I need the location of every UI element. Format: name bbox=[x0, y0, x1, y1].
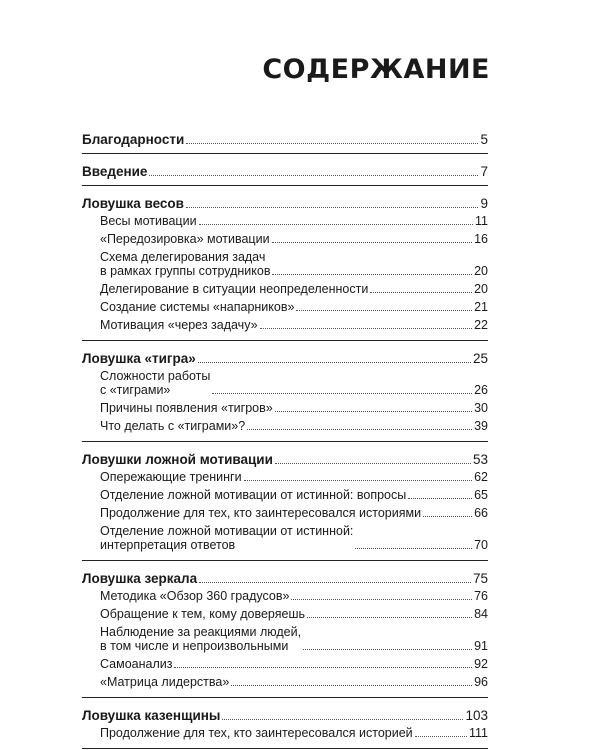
toc-subentry[interactable] bbox=[82, 623, 488, 655]
toc-subentry[interactable] bbox=[82, 367, 488, 399]
toc-section bbox=[82, 192, 488, 341]
toc-page-number: 22 bbox=[474, 318, 488, 332]
dot-leader bbox=[247, 429, 472, 430]
toc-entry-title: «Передозировка» мотивации bbox=[100, 232, 270, 246]
toc-chapter-entry[interactable] bbox=[82, 347, 488, 367]
dot-leader bbox=[291, 599, 472, 600]
dot-leader bbox=[244, 480, 473, 481]
toc-entry-title: Продолжение для тех, кто заинтересовался историей bbox=[100, 726, 413, 740]
dot-leader bbox=[199, 582, 471, 583]
toc-chapter-entry[interactable] bbox=[82, 192, 488, 212]
toc-entry-title: Самоанализ bbox=[100, 657, 173, 671]
toc-page-number: 5 bbox=[480, 132, 488, 147]
dot-leader bbox=[186, 207, 479, 208]
toc-page-number: 39 bbox=[474, 419, 488, 433]
toc-subentry[interactable] bbox=[82, 316, 488, 340]
toc-page-number: 91 bbox=[474, 639, 488, 653]
dot-leader bbox=[296, 310, 472, 311]
toc-entry-title: Весы мотивации bbox=[100, 214, 197, 228]
dot-leader bbox=[212, 393, 472, 394]
dot-leader bbox=[198, 362, 471, 363]
toc-page-number: 84 bbox=[474, 607, 488, 621]
toc-subentry[interactable] bbox=[82, 417, 488, 441]
toc-entry-title: Схема делегирования задач в рамках группы сотрудников bbox=[100, 250, 271, 278]
toc-subentry[interactable] bbox=[82, 724, 488, 748]
toc-page-number: 20 bbox=[474, 264, 488, 278]
toc-page-number: 25 bbox=[472, 351, 488, 366]
toc-chapter-entry[interactable] bbox=[82, 704, 488, 724]
toc-subentry[interactable] bbox=[82, 230, 488, 248]
toc-entry-title: Опережающие тренинги bbox=[100, 470, 242, 484]
toc-page-number: 26 bbox=[474, 383, 488, 397]
dot-leader bbox=[222, 719, 463, 720]
toc-page-number: 65 bbox=[474, 488, 488, 502]
dot-leader bbox=[272, 274, 472, 275]
toc-page-number: 9 bbox=[480, 196, 488, 211]
toc-subentry[interactable] bbox=[82, 605, 488, 623]
toc-subentry[interactable] bbox=[82, 248, 488, 280]
toc-entry-title: Мотивация «через задачу» bbox=[100, 318, 258, 332]
toc-entry-title: Ловушка зеркала bbox=[82, 571, 198, 586]
toc-page-number: 11 bbox=[475, 214, 488, 228]
toc-chapter-entry[interactable] bbox=[82, 160, 488, 185]
dot-leader bbox=[423, 516, 472, 517]
toc-page-number: 30 bbox=[474, 401, 488, 415]
dot-leader bbox=[370, 292, 472, 293]
toc-subentry[interactable] bbox=[82, 298, 488, 316]
toc-page-number: 96 bbox=[474, 675, 488, 689]
toc-entry-title: Методика «Обзор 360 градусов» bbox=[100, 589, 290, 603]
toc-page-number: 7 bbox=[480, 164, 488, 179]
toc-section bbox=[82, 347, 488, 442]
toc-subentry[interactable] bbox=[82, 486, 488, 504]
toc-page-number: 111 bbox=[468, 726, 488, 740]
toc-entry-title: Продолжение для тех, кто заинтересовался историями bbox=[100, 506, 422, 520]
toc-subentry[interactable] bbox=[82, 522, 488, 560]
toc-entry-title: Отделение ложной мотивации от истинной: вопросы bbox=[100, 488, 407, 502]
dot-leader bbox=[307, 617, 472, 618]
page-title: СОДЕРЖАНИЕ bbox=[262, 54, 490, 85]
dot-leader bbox=[415, 736, 467, 737]
dot-leader bbox=[272, 242, 473, 243]
toc-subentry[interactable] bbox=[82, 587, 488, 605]
toc-subentry[interactable] bbox=[82, 468, 488, 486]
toc-section bbox=[82, 160, 488, 186]
toc-subentry[interactable] bbox=[82, 399, 488, 417]
dot-leader bbox=[355, 548, 472, 549]
toc-section bbox=[82, 448, 488, 561]
toc-entry-title: Ловушка «тигра» bbox=[82, 351, 196, 366]
dot-leader bbox=[231, 685, 472, 686]
toc-entry-title: Ловушки ложной мотивации bbox=[82, 452, 273, 467]
toc-chapter-entry[interactable] bbox=[82, 128, 488, 153]
toc-page-number: 21 bbox=[474, 300, 488, 314]
toc-page-number: 53 bbox=[472, 452, 488, 467]
toc-entry-title: Ловушка весов bbox=[82, 196, 184, 211]
toc-page-number: 103 bbox=[465, 708, 488, 723]
toc-subentry[interactable] bbox=[82, 655, 488, 673]
toc-subentry[interactable] bbox=[82, 673, 488, 697]
toc-entry-title: Делегирование в ситуации неопределенности bbox=[100, 282, 369, 296]
toc-entry-title: Наблюдение за реакциями людей, в том числе и непроизвольными bbox=[100, 625, 302, 653]
toc-entry-title: Ловушка казенщины bbox=[82, 708, 221, 723]
toc-page-number: 62 bbox=[474, 470, 488, 484]
dot-leader bbox=[199, 224, 473, 225]
toc-entry-title: Обращение к тем, кому доверяешь bbox=[100, 607, 305, 621]
toc-page-number: 92 bbox=[474, 657, 488, 671]
dot-leader bbox=[275, 411, 472, 412]
toc-page-number: 75 bbox=[472, 571, 488, 586]
toc-page-number: 76 bbox=[474, 589, 488, 603]
toc-entry-title: Что делать с «тиграми»? bbox=[100, 419, 246, 433]
dot-leader bbox=[174, 667, 472, 668]
toc-page-number: 70 bbox=[474, 538, 488, 552]
dot-leader bbox=[149, 175, 478, 176]
toc-page-number: 16 bbox=[474, 232, 488, 246]
toc-chapter-entry[interactable] bbox=[82, 448, 488, 468]
toc-chapter-entry[interactable] bbox=[82, 567, 488, 587]
dot-leader bbox=[408, 498, 472, 499]
dot-leader bbox=[303, 649, 472, 650]
dot-leader bbox=[260, 328, 473, 329]
toc-subentry[interactable] bbox=[82, 212, 488, 230]
dot-leader bbox=[186, 143, 478, 144]
dot-leader bbox=[275, 463, 471, 464]
toc-page-number: 66 bbox=[474, 506, 488, 520]
toc-entry-title: «Матрица лидерства» bbox=[100, 675, 230, 689]
toc-entry-title: Благодарности bbox=[82, 132, 185, 147]
toc-entry-title: Создание системы «напарников» bbox=[100, 300, 295, 314]
toc-section bbox=[82, 128, 488, 154]
toc-entry-title: Причины появления «тигров» bbox=[100, 401, 273, 415]
toc-entry-title: Введение bbox=[82, 164, 148, 179]
toc-entry-title: Отделение ложной мотивации от истинной: интерпретация ответов bbox=[100, 524, 354, 552]
table-of-contents bbox=[82, 128, 488, 749]
toc-subentry[interactable] bbox=[82, 504, 488, 522]
toc-entry-title: Сложности работы с «тиграми» bbox=[100, 369, 211, 397]
toc-section bbox=[82, 704, 488, 749]
toc-page-number: 20 bbox=[474, 282, 488, 296]
toc-section bbox=[82, 567, 488, 698]
toc-subentry[interactable] bbox=[82, 280, 488, 298]
